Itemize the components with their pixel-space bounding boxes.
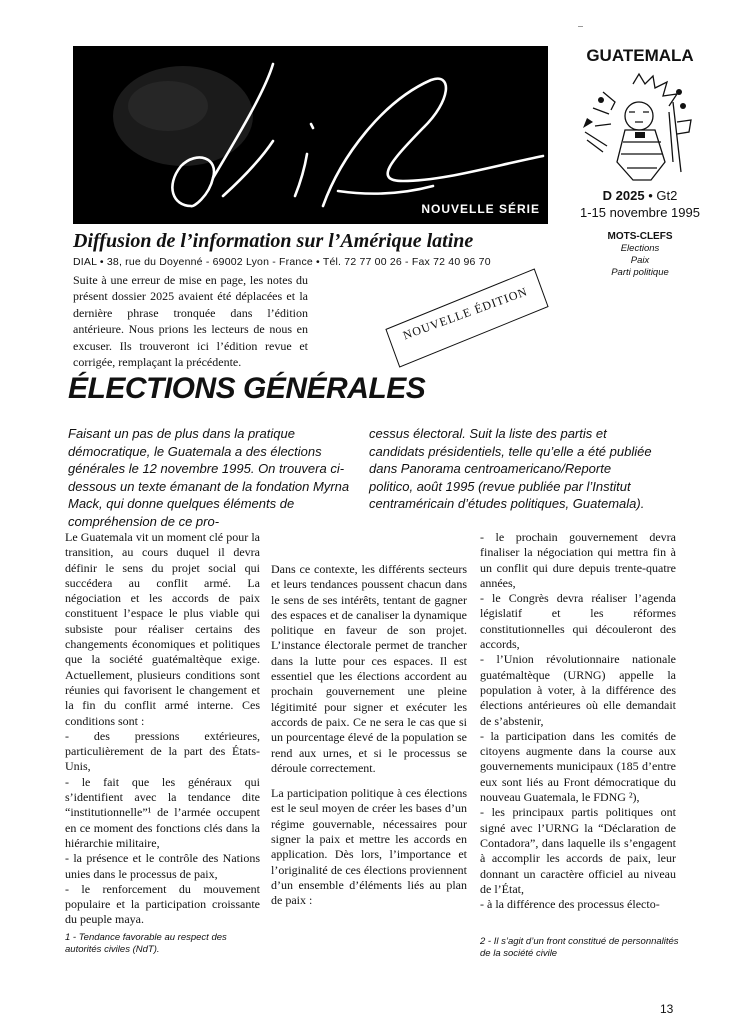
keyword-item: Parti politique bbox=[611, 267, 669, 278]
keyword-item: Elections bbox=[620, 243, 660, 254]
masthead-banner bbox=[73, 46, 548, 224]
footnote-2: 2 - Il s’agit d’un front constitué de personnalités de la société civile bbox=[480, 936, 679, 959]
issue-date: 1-15 novembre 1995 bbox=[580, 205, 700, 220]
body-paragraph: - le renforcement du mouvement populaire et la participation croissante du peuple maya. bbox=[65, 881, 260, 927]
body-column-2 bbox=[271, 562, 467, 909]
body-paragraph: La participation politique à ces élections est le seul moyen de créer les bases d’un régime gouvernable, nécessaires pour signer la paix et mettre les accords en application. Dès lors, l’importance et l’originalité de ces élections proviennent d’un ensemble d’éléments liés au plan de paix : bbox=[271, 786, 467, 908]
footnote-1: 1 - Tendance favorable au respect des autorités civiles (NdT). bbox=[65, 932, 227, 955]
body-paragraph: - l’Union révolutionnaire nationale guatémaltèque (URNG) appelle la population à voter, à la différence des élections antérieures où elle demandait de s’abstenir, bbox=[480, 652, 676, 728]
lead-paragraph-part2: cessus électoral. Suit la liste des partis et candidats présidentiels, telle qu’elle a été publiée dans Panorama centroamericano/Reporte politico, août 1995 (revue publiée par l’Institut centraméricain d’études politiques, Guatemala). bbox=[369, 426, 652, 512]
page-title: ÉLECTIONS GÉNÉRALES bbox=[68, 372, 426, 405]
tagline: Diffusion de l’information sur l’Amérique latine bbox=[73, 230, 474, 252]
body-paragraph: - le fait que les généraux qui s’identifient avec la tendance dite “institutionnelle”¹ de l’armée occupent en ce moment des fonctions clés dans la hiérarchie militaire, bbox=[65, 774, 260, 850]
publisher-address: DIAL • 38, rue du Doyenné - 69002 Lyon - France • Tél. 72 77 00 26 - Fax 72 40 96 70 bbox=[73, 256, 491, 268]
body-paragraph: - le Congrès devra réaliser l’agenda législatif et les réformes constitutionnelles qui découleront des accords, bbox=[480, 591, 676, 652]
lead-paragraph-part1: Faisant un pas de plus dans la pratique démocratique, le Guatemala a des élections générales le 12 novembre 1995. On trouvera ci-dessous un texte émanant de la fondation Myrna Mack, qui donne quelques éléments de compréhension de ce pro- bbox=[68, 426, 350, 529]
body-column-3 bbox=[480, 530, 676, 912]
page-number: 13 bbox=[660, 1002, 674, 1016]
keyword-item: Paix bbox=[630, 255, 650, 266]
body-paragraph: - à la différence des processus électo- bbox=[480, 897, 660, 912]
body-paragraph: - le prochain gouvernement devra finaliser la négociation qui mettra fin à un conflit qui dure depuis trente-quatre années, bbox=[480, 530, 676, 590]
dial-logo bbox=[73, 46, 548, 224]
issue-code: Gt2 bbox=[656, 188, 678, 203]
body-paragraph: - des pressions extérieures, particulièrement de la part des États-Unis, bbox=[65, 728, 260, 774]
series-label: NOUVELLE SÉRIE bbox=[421, 202, 540, 216]
body-paragraph: - la participation dans les comités de citoyens augmente dans la course aux gouvernements municipaux (185 d’entre eux sont liés au Front démocratique du nouveau Guatemala, le FDNG ²), bbox=[480, 728, 676, 805]
body-column-1 bbox=[65, 530, 260, 928]
country-title: GUATEMALA bbox=[586, 46, 694, 65]
body-paragraph: - les principaux partis politiques ont signé avec l’URNG la “Déclaration de Contadora”, dans laquelle ils s’engagent à accomplir les accords de paix, leur donnant un caractère officiel au niveau de l’État, bbox=[480, 805, 676, 896]
corner-mark bbox=[578, 26, 583, 27]
keywords-title: MOTS-CLEFS bbox=[607, 231, 673, 242]
stamp-text: NOUVELLE ÉDITION bbox=[401, 284, 530, 343]
mayan-warrior-illustration bbox=[573, 72, 703, 184]
body-paragraph: - la présence et le contrôle des Nations unies dans le processus de paix, bbox=[65, 851, 260, 881]
body-paragraph: Dans ce contexte, les différents secteurs et leurs tendances poussent chacun dans le sens de ses intérêts, tentant de gagner des espaces et de canaliser la dynamique politique en faveur de son projet. L’instance électorale permet de trancher dans la lutte pour ces espaces. Il est essentiel que les élections accordent au prochain gouvernement une pleine légitimité pour signer et exécuter les accords de paix. Ce ne sera le cas que si un pourcentage élevé de la population se rend aux urnes, et si le processus se déroule correctement. bbox=[271, 562, 467, 775]
correction-notice: Suite à une erreur de mise en page, les notes du présent dossier 2025 avaient été déplacées et la dernière phrase tronquée dans l’édition antérieure. Nous prions les lecteurs de nous en excuser. Ils trouveront ici l’édition revue et corrigée, remplaçant la précédente. bbox=[73, 273, 308, 370]
body-paragraph: Le Guatemala vit un moment clé pour la transition, au cours duquel il devra définir le sens du projet social qui succédera au conflit armé. La négociation et les accords de paix constituent l’espace le plus viable qui subsiste pour réaliser certains des changements économiques et politiques que la société guatémaltèque exige. Actuellement, plusieurs conditions sont réunies qui favorisent le changement et la fin du conflit armé interne. Ces conditions sont : bbox=[65, 530, 260, 728]
issue-number: D 2025 bbox=[602, 188, 645, 203]
new-edition-stamp bbox=[379, 264, 555, 372]
issue-info: D 2025 • Gt2 1-15 novembre 1995 bbox=[560, 187, 720, 221]
